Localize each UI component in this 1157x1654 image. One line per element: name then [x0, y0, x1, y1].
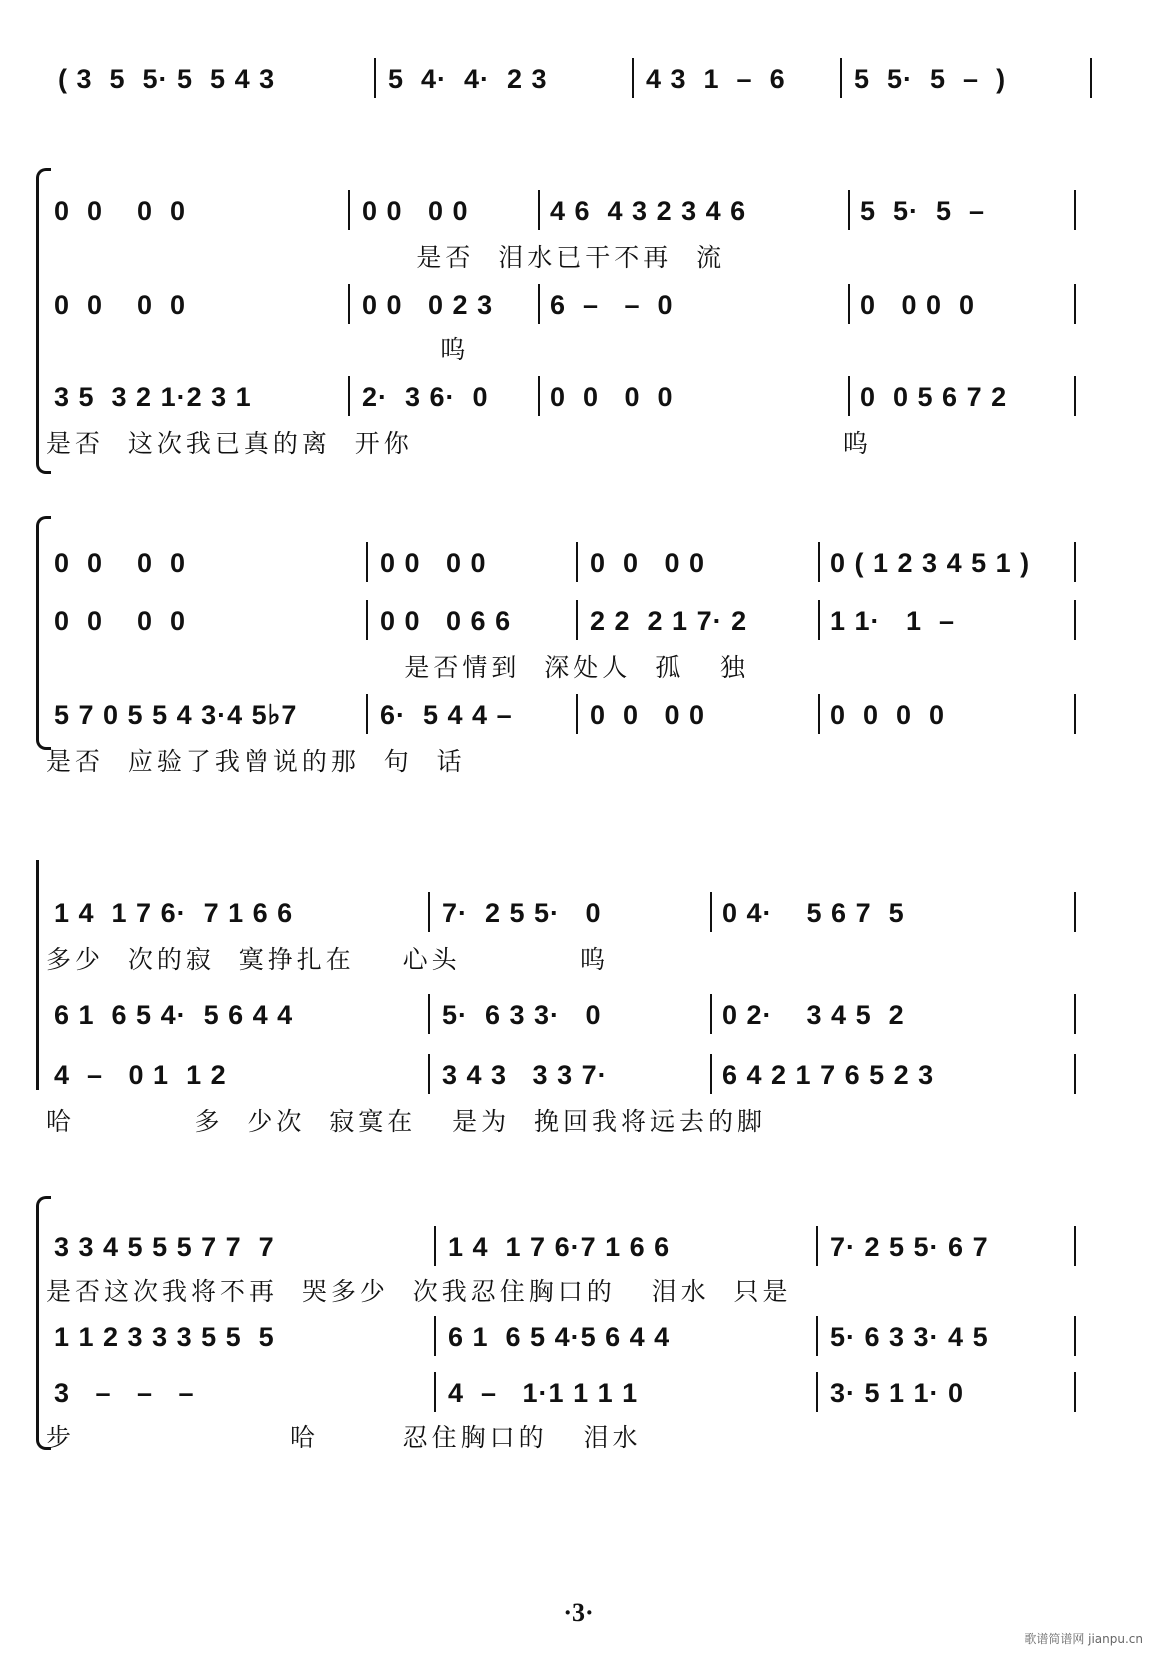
- system-3: [36, 860, 1146, 1150]
- measure: 0 0 0 0: [830, 699, 946, 730]
- page-number: ·3·: [563, 1598, 594, 1627]
- barline: [366, 694, 368, 734]
- measure: 0 0 0 6 6: [380, 605, 512, 636]
- intro-measure-3: 4 3 1 – 6: [646, 63, 786, 94]
- barline: [428, 1054, 430, 1094]
- measure: 0 0 0 0: [54, 547, 187, 578]
- lyric-line: 步 哈 忍住胸口的 泪水: [46, 1423, 642, 1452]
- barline: [818, 542, 820, 582]
- barline: [576, 542, 578, 582]
- measure: 0 0 0 0: [54, 605, 187, 636]
- part-3-line: [54, 1052, 1144, 1098]
- part-2-line: [54, 598, 1144, 644]
- measure: 2 2 2 1 7· 2: [590, 605, 748, 636]
- measure: 0 0 0 0: [860, 289, 976, 320]
- measure: 1 4 1 7 6·7 1 6 6: [448, 1231, 671, 1262]
- measure: 7· 2 5 5· 6 7: [830, 1231, 989, 1262]
- barline: [848, 376, 850, 416]
- measure: 0 2· 3 4 5 2: [722, 999, 905, 1030]
- measure: 5· 6 3 3· 4 5: [830, 1321, 989, 1352]
- measure: 5· 6 3 3· 0: [442, 999, 602, 1030]
- intro-measure-1: ( 3 5 5· 5 5 4 3: [58, 63, 276, 94]
- barline: [1074, 600, 1076, 640]
- measure: 6· 5 4 4 –: [380, 699, 513, 730]
- measure: 0 0 0 0: [54, 289, 187, 320]
- lyric-line: 是否 应验了我曾说的那 句 话: [46, 747, 466, 776]
- barline: [1074, 1226, 1076, 1266]
- barline: [816, 1372, 818, 1412]
- barline: [434, 1372, 436, 1412]
- barline: [1074, 1316, 1076, 1356]
- watermark: 歌谱简谱网 jianpu.cn: [1024, 1632, 1143, 1646]
- barline: [1074, 1372, 1076, 1412]
- measure: 0 0 0 0: [550, 381, 674, 412]
- measure: 0 0 0 0: [590, 547, 706, 578]
- measure: 3 5 3 2 1·2 3 1: [54, 381, 252, 412]
- intro-measure-4: 5 5· 5 – ): [854, 63, 1007, 94]
- measure: 0 0 0 2 3: [362, 289, 494, 320]
- part-3-line: [54, 1370, 1144, 1416]
- measure: 1 1 2 3 3 3 5 5 5: [54, 1321, 275, 1352]
- measure: 0 0 5 6 7 2: [860, 381, 1008, 412]
- part-1-line: [54, 1224, 1144, 1270]
- barline: [848, 284, 850, 324]
- barline: [428, 892, 430, 932]
- barline: [538, 284, 540, 324]
- part-1-line: [54, 540, 1144, 586]
- part-2-line: [54, 282, 1144, 328]
- measure: 0 ( 1 2 3 4 5 1 ): [830, 547, 1031, 578]
- system-1: [36, 168, 1146, 468]
- barline: [366, 600, 368, 640]
- part-3-line: [54, 692, 1144, 738]
- intro-measure-2: 5 4· 4· 2 3: [388, 63, 548, 94]
- barline: [434, 1226, 436, 1266]
- barline: [710, 1054, 712, 1094]
- measure: 6 1 6 5 4·5 6 4 4: [448, 1321, 671, 1352]
- lyric-line: 是否 这次我已真的离 开你 呜: [46, 429, 872, 458]
- system-4: [36, 1196, 1146, 1466]
- barline: [1074, 994, 1076, 1034]
- measure: 7· 2 5 5· 0: [442, 897, 602, 928]
- barline: [840, 58, 842, 98]
- measure: 5 7 0 5 5 4 3·4 5♭7: [54, 699, 298, 730]
- measure: 3 3 4 5 5 5 7 7 7: [54, 1231, 275, 1262]
- barline: [1090, 58, 1092, 98]
- measure: 0 0 0 0: [362, 195, 469, 226]
- barline: [848, 190, 850, 230]
- barline: [576, 600, 578, 640]
- part-2-line: [54, 1314, 1144, 1360]
- barline: [710, 892, 712, 932]
- barline: [538, 376, 540, 416]
- barline: [816, 1316, 818, 1356]
- barline: [1074, 284, 1076, 324]
- measure: 1 1· 1 –: [830, 605, 956, 636]
- measure: 2· 3 6· 0: [362, 381, 489, 412]
- measure: 6 4 2 1 7 6 5 2 3: [722, 1059, 935, 1090]
- measure: 3 – – –: [54, 1377, 195, 1408]
- measure: 0 0 0 0: [54, 195, 187, 226]
- barline: [1074, 376, 1076, 416]
- measure: 0 0 0 0: [590, 699, 706, 730]
- part-1-line: [54, 890, 1144, 936]
- measure: 4 6 4 3 2 3 4 6: [550, 195, 747, 226]
- measure: 0 0 0 0: [380, 547, 487, 578]
- barline: [538, 190, 540, 230]
- lyric-line: 是否这次我将不再 哭多少 次我忍住胸口的 泪水 只是: [46, 1277, 792, 1306]
- measure: 0 4· 5 6 7 5: [722, 897, 905, 928]
- intro-system: [36, 56, 1146, 106]
- barline: [348, 376, 350, 416]
- lyric-line: 哈 多 少次 寂寞在 是为 挽回我将远去的脚: [46, 1107, 766, 1136]
- system-brace: [36, 1196, 51, 1450]
- measure: 4 – 0 1 1 2: [54, 1059, 227, 1090]
- lyric-line: 多少 次的寂 寞挣扎在 心头 呜: [46, 945, 610, 974]
- barline: [1074, 1054, 1076, 1094]
- measure: 3· 5 1 1· 0: [830, 1377, 965, 1408]
- lyric-line: 是否情到 深处人 孤 独: [46, 653, 750, 682]
- barline: [576, 694, 578, 734]
- system-2: [36, 516, 1146, 776]
- measure: 5 5· 5 –: [860, 195, 986, 226]
- barline: [374, 58, 376, 98]
- part-3-line: [54, 374, 1144, 420]
- measure: 4 – 1·1 1 1 1: [448, 1377, 639, 1408]
- barline: [348, 284, 350, 324]
- system-brace: [36, 516, 51, 750]
- barline: [632, 58, 634, 98]
- intro-line: [54, 56, 1144, 102]
- lyric-line: 是否 泪水已干不再 流: [46, 243, 726, 272]
- barline: [428, 994, 430, 1034]
- lyric-line: 呜: [46, 335, 470, 364]
- barline: [1074, 190, 1076, 230]
- part-2-line: [54, 992, 1144, 1038]
- barline: [1074, 694, 1076, 734]
- barline: [1074, 892, 1076, 932]
- barline: [348, 190, 350, 230]
- measure: 3 4 3 3 3 7·: [442, 1059, 608, 1090]
- barline: [1074, 542, 1076, 582]
- barline: [434, 1316, 436, 1356]
- barline: [710, 994, 712, 1034]
- measure: 6 – – 0: [550, 289, 674, 320]
- barline: [818, 600, 820, 640]
- part-1-line: [54, 188, 1144, 234]
- measure: 6 1 6 5 4· 5 6 4 4: [54, 999, 294, 1030]
- barline: [818, 694, 820, 734]
- measure: 1 4 1 7 6· 7 1 6 6: [54, 897, 294, 928]
- barline: [366, 542, 368, 582]
- barline: [816, 1226, 818, 1266]
